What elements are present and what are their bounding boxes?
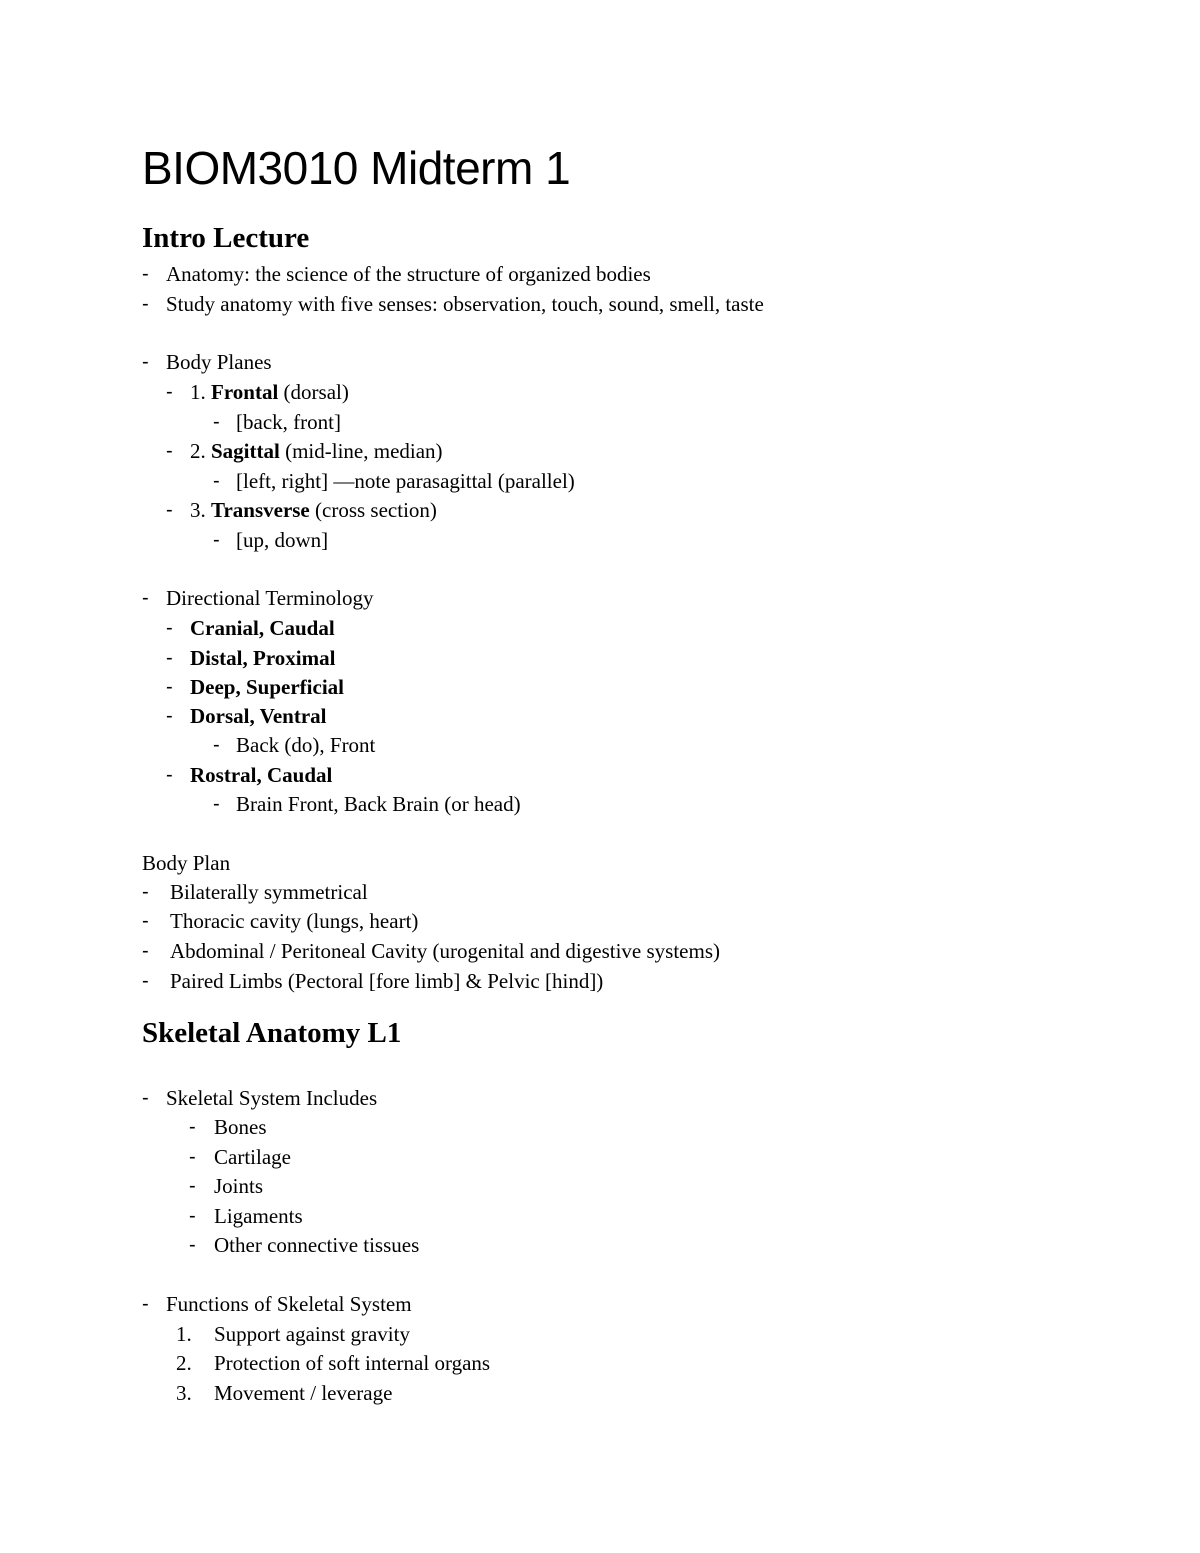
- item-number: 2.: [190, 439, 211, 463]
- bullet-dash: -: [166, 381, 173, 403]
- term-description: (cross section): [309, 498, 437, 522]
- term-transverse: Transverse: [211, 498, 310, 522]
- item-number: 3.: [190, 498, 211, 522]
- list-item-body-plan: Abdominal / Peritoneal Cavity (urogenital and digestive systems): [170, 939, 720, 963]
- function-number: 2.: [176, 1351, 192, 1375]
- list-item-skeletal-component: Ligaments: [214, 1204, 303, 1228]
- term-distal-proximal: Distal, Proximal: [190, 646, 336, 670]
- list-item-directional-terminology: Directional Terminology: [166, 586, 374, 610]
- bullet-dash: -: [166, 440, 173, 462]
- list-item-frontal-sub: [back, front]: [236, 410, 341, 434]
- bullet-dash: -: [166, 676, 173, 698]
- body-plan-label: Body Plan: [142, 851, 231, 875]
- bullet-dash: -: [213, 529, 220, 551]
- bullet-dash: -: [189, 1234, 196, 1256]
- list-item-dorsal-sub: Back (do), Front: [236, 733, 376, 757]
- term-deep-superficial: Deep, Superficial: [190, 675, 344, 699]
- list-item-skeletal-component: Joints: [214, 1174, 264, 1198]
- bullet-dash: -: [213, 793, 220, 815]
- list-item-body-plan: Paired Limbs (Pectoral [fore limb] & Pelvic [hind]): [170, 969, 604, 993]
- bullet-dash: -: [166, 705, 173, 727]
- list-item-skeletal-component: Other connective tissues: [214, 1233, 420, 1257]
- bullet-dash: -: [142, 351, 149, 373]
- term-frontal: Frontal: [211, 380, 279, 404]
- term-dorsal-ventral: Dorsal, Ventral: [190, 704, 327, 728]
- bullet-dash: -: [142, 1293, 149, 1315]
- list-item-study-senses: Study anatomy with five senses: observation, touch, sound, smell, taste: [166, 292, 764, 316]
- bullet-dash: -: [213, 411, 220, 433]
- bullet-dash: -: [142, 1087, 149, 1109]
- bullet-dash: -: [166, 647, 173, 669]
- function-number: 1.: [176, 1322, 192, 1346]
- bullet-dash: -: [166, 617, 173, 639]
- bullet-dash: -: [189, 1116, 196, 1138]
- list-item-rostral-sub: Brain Front, Back Brain (or head): [236, 792, 521, 816]
- bullet-dash: -: [142, 940, 149, 962]
- item-number: 1.: [190, 380, 211, 404]
- list-item-transverse-sub: [up, down]: [236, 528, 329, 552]
- term-sagittal: Sagittal: [211, 439, 280, 463]
- function-text: Movement / leverage: [214, 1381, 393, 1405]
- bullet-dash: -: [213, 470, 220, 492]
- list-item-skeletal-component: Bones: [214, 1115, 267, 1139]
- term-description: (dorsal): [278, 380, 349, 404]
- function-number: 3.: [176, 1381, 192, 1405]
- bullet-dash: -: [142, 263, 149, 285]
- list-item-sagittal-plane: [190, 439, 443, 463]
- bullet-dash: -: [213, 734, 220, 756]
- list-item-transverse-plane: [190, 498, 437, 522]
- list-item-body-planes: Body Planes: [166, 350, 272, 374]
- list-item-skeletal-component: Cartilage: [214, 1145, 291, 1169]
- term-rostral-caudal: Rostral, Caudal: [190, 763, 333, 787]
- term-description: (mid-line, median): [279, 439, 443, 463]
- bullet-dash: -: [189, 1175, 196, 1197]
- document-title: BIOM3010 Midterm 1: [142, 142, 571, 194]
- term-cranial-caudal: Cranial, Caudal: [190, 616, 335, 640]
- section-heading-intro: Intro Lecture: [142, 222, 310, 254]
- bullet-dash: -: [166, 499, 173, 521]
- section-heading-skeletal: Skeletal Anatomy L1: [142, 1017, 402, 1049]
- bullet-dash: -: [142, 970, 149, 992]
- bullet-dash: -: [142, 293, 149, 315]
- bullet-dash: -: [142, 910, 149, 932]
- function-text: Support against gravity: [214, 1322, 410, 1346]
- list-item-body-plan: Thoracic cavity (lungs, heart): [170, 909, 419, 933]
- bullet-dash: -: [142, 587, 149, 609]
- bullet-dash: -: [189, 1146, 196, 1168]
- list-item-skeletal-functions: Functions of Skeletal System: [166, 1292, 412, 1316]
- bullet-dash: -: [142, 881, 149, 903]
- list-item-frontal-plane: [190, 380, 349, 404]
- list-item-body-plan: Bilaterally symmetrical: [170, 880, 368, 904]
- list-item-skeletal-includes: Skeletal System Includes: [166, 1086, 378, 1110]
- list-item-anatomy-definition: Anatomy: the science of the structure of organized bodies: [166, 262, 651, 286]
- list-item-sagittal-sub: [left, right] —note parasagittal (parallel): [236, 469, 575, 493]
- bullet-dash: -: [166, 764, 173, 786]
- function-text: Protection of soft internal organs: [214, 1351, 491, 1375]
- bullet-dash: -: [189, 1205, 196, 1227]
